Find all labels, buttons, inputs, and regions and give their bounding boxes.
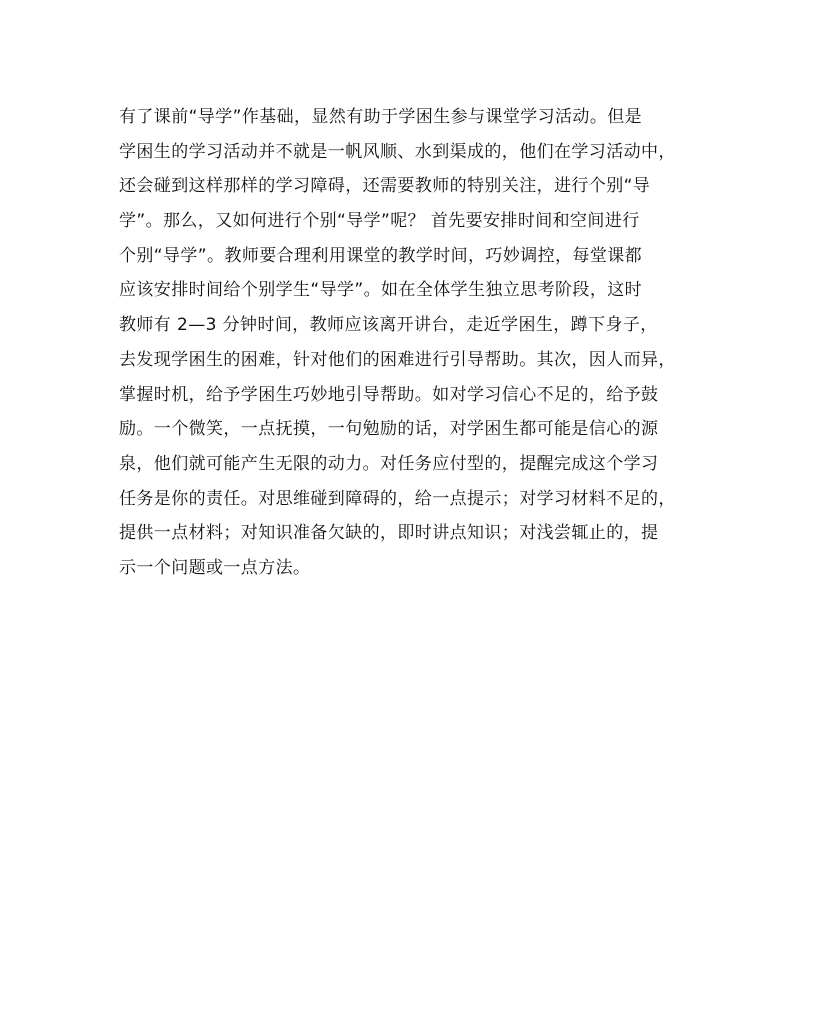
paragraph-line: 有了课前“导学”作基础，显然有助于学困生参与课堂学习活动。但是 [119, 107, 643, 127]
paragraph-line: 个别“导学”。教师要合理利用课堂的教学时间，巧妙调控，每堂课都 [119, 245, 643, 266]
paragraph-line: 去发现学困生的困难，针对他们的困难进行引导帮助。其次，因人而异， [119, 349, 676, 370]
paragraph-line: 提供一点材料；对知识准备欠缺的，即时讲点知识；对浅尝辄止的，提 [119, 523, 659, 544]
paragraph-line: 应该安排时间给个别学生“导学”。如在全体学生独立思考阶段，这时 [119, 280, 643, 301]
body-paragraph [119, 100, 699, 586]
paragraph-line: 泉，他们就可能产生无限的动力。对任务应付型的，提醒完成这个学习 [119, 453, 659, 474]
paragraph-line: 示一个问题或一点方法。 [119, 557, 311, 578]
paragraph-line: 任务是你的责任。对思维碰到障碍的，给一点提示；对学习材料不足的， [119, 488, 676, 509]
paragraph-line: 掌握时机，给予学困生巧妙地引导帮助。如对学习信心不足的，给予鼓 [119, 384, 659, 405]
paragraph-line: 学”。那么，又如何进行个别“导学”呢？ 首先要安排时间和空间进行 [119, 211, 640, 232]
paragraph-line: 还会碰到这样那样的学习障碍，还需要教师的特别关注，进行个别“导 [119, 176, 651, 197]
paragraph-line: 学困生的学习活动并不就是一帆风顺、水到渠成的，他们在学习活动中， [119, 141, 676, 162]
paragraph-line: 教师有 2—3 分钟时间，教师应该离开讲台，走近学困生，蹲下身子， [119, 315, 658, 336]
paragraph-line: 励。一个微笑，一点抚摸，一句勉励的话，对学困生都可能是信心的源 [119, 419, 659, 440]
